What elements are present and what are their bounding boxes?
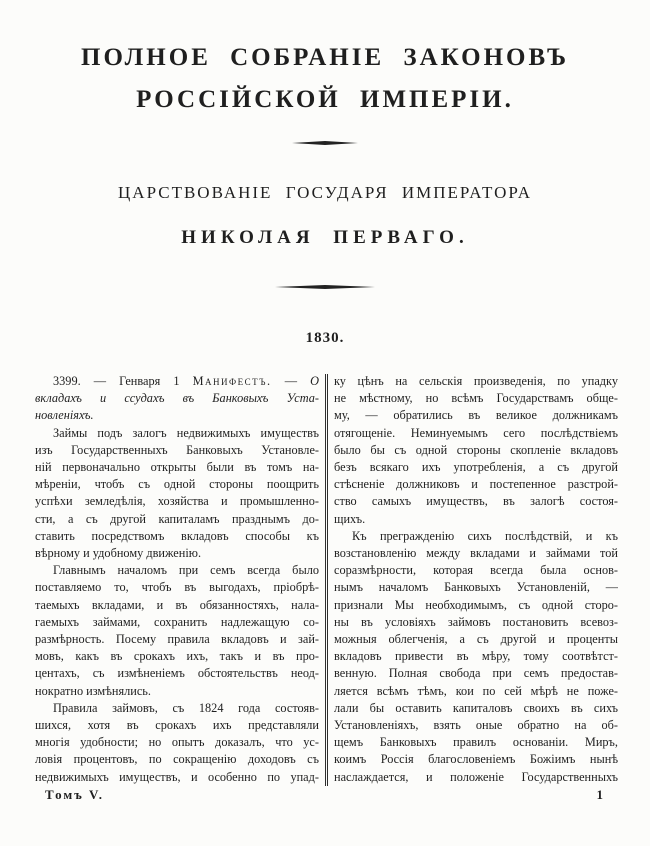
- text-line: ставить посредствомъ вкладовъ способы къ: [35, 528, 319, 543]
- page-number: 1: [596, 786, 603, 802]
- text-line: ство самыхъ имуществъ, въ залогѣ состоя-: [334, 494, 618, 509]
- text-line: ловія процентовъ, по сокращенію доходовъ съ: [35, 752, 319, 767]
- text-line: 3399. — Генваря 1 Манифестъ. — О: [53, 374, 319, 388]
- text-line: вѣрному и удобному движенію.: [35, 546, 202, 561]
- text-line: Главнымъ началомъ при семъ всегда было: [53, 563, 319, 578]
- text-line: Къ прегражденію сихъ послѣдствій, и къ: [352, 528, 618, 543]
- text-line: было бы съ одной стороны скопленіе вкладовъ: [334, 442, 618, 457]
- text-line: центахъ, съ измѣненіемъ обстоятельствъ неод-: [35, 666, 319, 681]
- text-line: щемъ Банковыхъ правилъ основаніи. Миръ,: [334, 735, 618, 750]
- text-line: му, — обратились въ великое должникамъ: [334, 408, 618, 423]
- text-line: признали Мы необходимымъ, съ одной сторо-: [334, 597, 618, 612]
- text-line: изъ Государственныхъ Банковыхъ Установле-: [35, 442, 319, 457]
- masthead: [0, 0, 650, 347]
- collection-title-line1: ПОЛНОЕ СОБРАНІЕ ЗАКОНОВЪ: [81, 44, 569, 71]
- text-line: гаемыхъ займами, сохранить надлежащую со-: [35, 614, 319, 629]
- text-line: успѣхи земледѣлія, хозяйства и промышленно-: [35, 494, 319, 509]
- text-line: Правила займовъ, съ 1824 года состояв-: [53, 700, 319, 715]
- text-line: шихся, хотя въ срокахъ ихъ представляли: [35, 718, 319, 733]
- ornamental-rule: [275, 285, 375, 289]
- text-line: венную. Полная свобода при семъ предостав-: [334, 666, 618, 681]
- year-heading: 1830.: [305, 330, 345, 346]
- text-line: соразмѣрности, которая всегда была основ-: [334, 563, 618, 578]
- text-line: отягощеніе. Неминуемымъ сего послѣдствіемъ: [334, 425, 618, 440]
- text-line: сти, а съ другой капиталамъ празднымъ до-: [35, 511, 319, 526]
- text-line: лали бы оставить капиталовъ своихъ въ сихъ: [334, 700, 618, 715]
- text-line: нымъ началомъ Банковыхъ Установленій, —: [334, 580, 618, 595]
- reign-heading-line2: НИКОЛАЯ ПЕРВАГО.: [181, 227, 469, 248]
- text-line: ній первоначально открыты были въ томъ на-: [35, 460, 319, 475]
- text-line: стѣсненіе должниковъ и постепенное разстрой-: [334, 477, 618, 492]
- text-line: мовъ, какъ въ срокахъ ихъ, такъ и въ про-: [35, 649, 319, 664]
- ornamental-rule: [292, 141, 358, 145]
- text-line: безъ всякаго ихъ употребленія, а съ другой: [334, 460, 618, 475]
- text-line: наслаждается, и положеніе Государственныхъ: [334, 769, 618, 784]
- text-line: многія удобности; но опытъ доказалъ, что ус-: [35, 735, 319, 750]
- volume-label: Томъ V.: [45, 786, 104, 802]
- text-line: Займы подъ залогъ недвижимыхъ имуществъ: [53, 425, 319, 440]
- text-line: новленіяхъ.: [35, 408, 94, 423]
- text-line: вкладахъ и ссудахъ въ Банковыхъ Уста-: [35, 391, 319, 406]
- column-divider-rule: [325, 374, 328, 786]
- text-line: таемыхъ вкладами, и въ обязанностяхъ, нала-: [35, 597, 319, 612]
- reign-heading-line1: ЦАРСТВОВАНІЕ ГОСУДАРЯ ИМПЕРАТОРА: [118, 183, 532, 202]
- right-column: [334, 373, 618, 786]
- text-line: мѣреніи, чтобъ съ одной стороны поощрить: [35, 477, 319, 492]
- text-line: недвижимыхъ имуществъ, и особенно по упад-: [35, 769, 319, 784]
- text-line: нократно измѣнялись.: [35, 683, 151, 698]
- page-footer: [0, 787, 650, 803]
- text-line: коимъ Россія благословеніемъ Божіимъ нынѣ: [334, 752, 618, 767]
- text-line: не мѣстному, но всѣмъ Государствамъ обще-: [334, 391, 618, 406]
- text-line: размѣрность. Посему правила вкладовъ и зай-: [35, 632, 319, 647]
- left-column: [35, 373, 319, 786]
- text-line: поставляемо то, чтобъ въ выгодахъ, пріобрѣ-: [35, 580, 319, 595]
- text-line: щихъ.: [334, 511, 366, 526]
- text-line: Установленіяхъ, взять оные обратно на об-: [334, 718, 618, 733]
- text-line: можныя облегченія, а съ другой и проценты: [334, 632, 618, 647]
- text-line: вкладовъ привести въ мѣру, тому соотвѣтст-: [334, 649, 618, 664]
- collection-title-line2: РОССІЙСКОЙ ИМПЕРІИ.: [136, 86, 514, 113]
- text-line: возстановленію между вкладами и займами той: [334, 546, 618, 561]
- text-line: ны въ условіяхъ займовъ постановить всевоз-: [334, 614, 618, 629]
- text-line: ку цѣнъ на сельскія произведенія, по упадку: [334, 374, 618, 388]
- two-column-body: [0, 373, 650, 786]
- text-line: ляется всѣмъ тѣмъ, кои по сей мѣрѣ не поже-: [334, 683, 618, 698]
